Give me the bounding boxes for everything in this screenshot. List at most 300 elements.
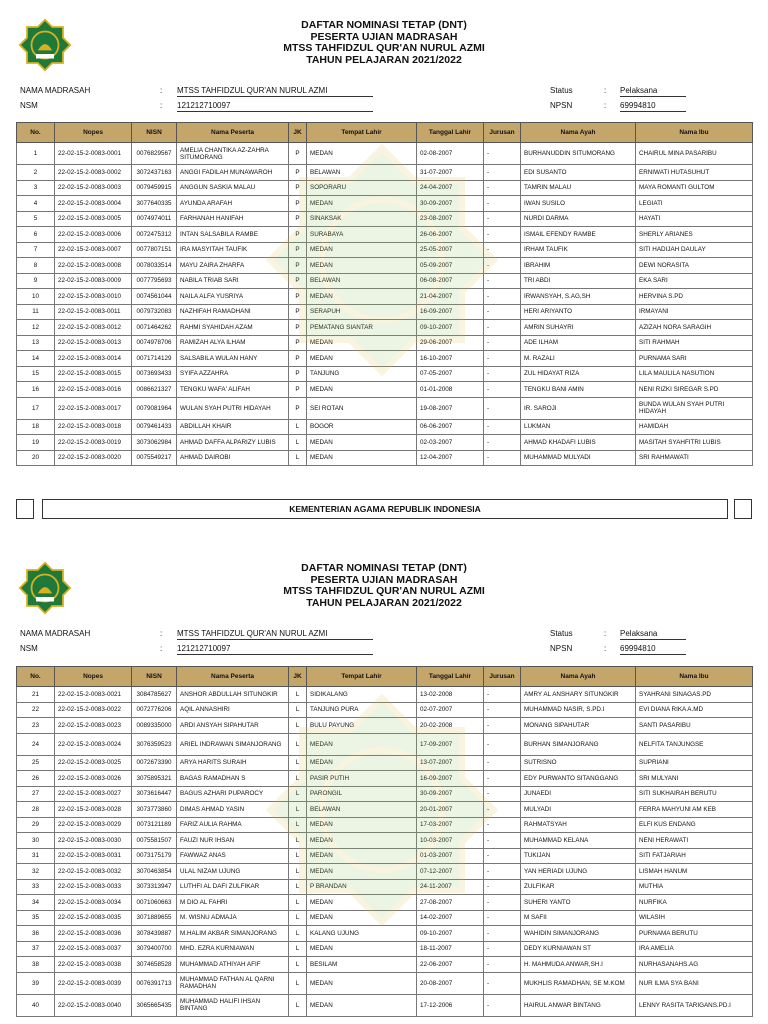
cell-jk: L <box>289 848 307 864</box>
cell-nisn: 0072776206 <box>132 702 177 718</box>
cell-jurusan: - <box>484 180 521 196</box>
cell-nopes: 22-02-15-2-0083-0026 <box>55 771 132 787</box>
cell-tempat-lahir: PEMATANG SIANTAR <box>307 320 417 336</box>
table-row <box>17 702 753 718</box>
cell-no: 13 <box>17 335 55 351</box>
cell-nama-peserta: FAUZI NUR IHSAN <box>177 833 289 849</box>
npsn-label: NPSN <box>550 101 573 110</box>
cell-nama-peserta: ARDI ANSYAH SIPAHUTAR <box>177 718 289 734</box>
cell-nama-ayah: IBRAHIM <box>521 258 636 274</box>
cell-nama-peserta: ANGGI FADILAH MUNAWAROH <box>177 165 289 181</box>
cell-nama-ayah: TENGKU BANI AMIN <box>521 382 636 398</box>
table-row <box>17 957 753 973</box>
cell-nopes: 22-02-15-2-0083-0015 <box>55 366 132 382</box>
cell-jk: P <box>289 351 307 367</box>
cell-jurusan: - <box>484 289 521 305</box>
cell-nama-peserta: AMELIA CHANTIKA AZ-ZAHRA SITUMORANG <box>177 143 289 165</box>
cell-tempat-lahir: MEDAN <box>307 941 417 957</box>
cell-nopes: 22-02-15-2-0083-0007 <box>55 242 132 258</box>
cell-jk: P <box>289 258 307 274</box>
cell-jurusan: - <box>484 702 521 718</box>
cell-tempat-lahir: BELAWAN <box>307 273 417 289</box>
cell-nama-ibu: IRMAYANI <box>636 304 753 320</box>
cell-tempat-lahir: MEDAN <box>307 755 417 771</box>
cell-tanggal-lahir: 07-12-2007 <box>417 864 484 880</box>
cell-nisn: 0078033514 <box>132 258 177 274</box>
cell-nama-peserta: RAMIZAH ALYA ILHAM <box>177 335 289 351</box>
cell-tanggal-lahir: 13-07-2007 <box>417 755 484 771</box>
cell-no: 27 <box>17 786 55 802</box>
cell-jk: P <box>289 382 307 398</box>
cell-jurusan: - <box>484 165 521 181</box>
cell-tanggal-lahir: 01-01-2008 <box>417 382 484 398</box>
cell-no: 2 <box>17 165 55 181</box>
cell-nama-ayah: SUHERI YANTO <box>521 895 636 911</box>
cell-no: 8 <box>17 258 55 274</box>
cell-jk: P <box>289 335 307 351</box>
cell-nama-ibu: WILASIH <box>636 910 753 926</box>
cell-nama-ayah: IRHAM TAUFIK <box>521 242 636 258</box>
cell-nama-ibu: LISMAH HANUM <box>636 864 753 880</box>
cell-nopes: 22-02-15-2-0083-0020 <box>55 450 132 466</box>
cell-no: 14 <box>17 351 55 367</box>
cell-tempat-lahir: MEDAN <box>307 817 417 833</box>
cell-nisn: 0076829567 <box>132 143 177 165</box>
cell-tanggal-lahir: 16-10-2007 <box>417 351 484 367</box>
cell-nopes: 22-02-15-2-0083-0028 <box>55 802 132 818</box>
colon: : <box>160 644 163 653</box>
cell-tempat-lahir: MEDAN <box>307 351 417 367</box>
column-header-jurusan: Jurusan <box>484 667 521 687</box>
cell-nopes: 22-02-15-2-0083-0014 <box>55 351 132 367</box>
cell-nopes: 22-02-15-2-0083-0001 <box>55 143 132 165</box>
table-row <box>17 833 753 849</box>
cell-nama-ayah: ZULFIKAR <box>521 879 636 895</box>
column-header-nama-peserta: Nama Peserta <box>177 667 289 687</box>
nama-madrasah-label: NAMA MADRASAH <box>20 86 91 95</box>
column-header-jurusan: Jurusan <box>484 123 521 143</box>
cell-no: 28 <box>17 802 55 818</box>
cell-nama-ayah: TAMRIN MALAU <box>521 180 636 196</box>
cell-nama-ibu: LEGIATI <box>636 196 753 212</box>
cell-nopes: 22-02-15-2-0083-0033 <box>55 879 132 895</box>
cell-jurusan: - <box>484 895 521 911</box>
cell-nopes: 22-02-15-2-0083-0019 <box>55 435 132 451</box>
table-row <box>17 687 753 703</box>
cell-nama-ayah: IWAN SUSILO <box>521 196 636 212</box>
cell-nama-peserta: ANGGUN SASKIA MALAU <box>177 180 289 196</box>
cell-tanggal-lahir: 01-03-2007 <box>417 848 484 864</box>
cell-jurusan: - <box>484 941 521 957</box>
cell-nama-ibu: SUPRIANI <box>636 755 753 771</box>
column-header-nama-ayah: Nama Ayah <box>521 667 636 687</box>
cell-nama-ibu: HERVINA S.PD <box>636 289 753 305</box>
cell-nama-peserta: FARIZ AULIA RAHMA <box>177 817 289 833</box>
cell-no: 6 <box>17 227 55 243</box>
cell-nisn: 0073121189 <box>132 817 177 833</box>
table-row <box>17 864 753 880</box>
cell-jk: P <box>289 180 307 196</box>
cell-no: 11 <box>17 304 55 320</box>
table-row <box>17 733 753 755</box>
title-line: PESERTA UJIAN MADRASAH <box>310 30 458 43</box>
npsn-value: 69994810 <box>620 101 686 112</box>
cell-jk: L <box>289 957 307 973</box>
cell-nama-ayah: MUKHLIS RAMADHAN, SE M.KOM <box>521 972 636 994</box>
table-row <box>17 435 753 451</box>
cell-tempat-lahir: SINAKSAK <box>307 211 417 227</box>
cell-tempat-lahir: P BRANDAN <box>307 879 417 895</box>
cell-nisn: 0071464262 <box>132 320 177 336</box>
cell-nama-peserta: INTAN SALSABILA RAMBE <box>177 227 289 243</box>
column-header-nopes: Nopes <box>55 123 132 143</box>
cell-tanggal-lahir: 02-03-2007 <box>417 435 484 451</box>
cell-jk: L <box>289 994 307 1016</box>
table-row <box>17 320 753 336</box>
cell-nama-ibu: NELFITA TANJUNGSE <box>636 733 753 755</box>
cell-nama-ayah: IRWANSYAH, S.AG,SH <box>521 289 636 305</box>
cell-jk: P <box>289 273 307 289</box>
cell-tanggal-lahir: 14-02-2007 <box>417 910 484 926</box>
cell-no: 18 <box>17 419 55 435</box>
cell-nama-peserta: TENGKU WAFA' ALIFAH <box>177 382 289 398</box>
document-title <box>0 563 768 609</box>
cell-jurusan: - <box>484 687 521 703</box>
table-row <box>17 718 753 734</box>
cell-nama-ibu: SITI FATJARIAH <box>636 848 753 864</box>
cell-no: 9 <box>17 273 55 289</box>
table-row <box>17 211 753 227</box>
column-header-tempat-lahir: Tempat Lahir <box>307 667 417 687</box>
table-row <box>17 289 753 305</box>
cell-tanggal-lahir: 31-07-2007 <box>417 165 484 181</box>
title-line: MTSS TAHFIDZUL QUR'AN NURUL AZMI <box>283 585 485 597</box>
table-row <box>17 419 753 435</box>
cell-jurusan: - <box>484 994 521 1016</box>
cell-nisn: 0074561044 <box>132 289 177 305</box>
cell-nopes: 22-02-15-2-0083-0034 <box>55 895 132 911</box>
table-row <box>17 382 753 398</box>
cell-nama-ibu: IRA AMELIA <box>636 941 753 957</box>
colon: : <box>160 86 163 95</box>
cell-nama-ibu: SHERLY ARIANES <box>636 227 753 243</box>
nsm-value: 121212710097 <box>177 644 373 655</box>
cell-tempat-lahir: PARONGIL <box>307 786 417 802</box>
cell-no: 4 <box>17 196 55 212</box>
colon: : <box>604 86 607 95</box>
cell-nopes: 22-02-15-2-0083-0011 <box>55 304 132 320</box>
cell-nama-peserta: MUHAMMAD FATHAN AL QARNI RAMADHAN <box>177 972 289 994</box>
cell-no: 31 <box>17 848 55 864</box>
table-row <box>17 786 753 802</box>
cell-jk: P <box>289 289 307 305</box>
cell-nisn: 3077640335 <box>132 196 177 212</box>
cell-nopes: 22-02-15-2-0083-0004 <box>55 196 132 212</box>
cell-tanggal-lahir: 19-08-2007 <box>417 397 484 419</box>
cell-nama-ibu: SITI HADIJAH DAULAY <box>636 242 753 258</box>
cell-tempat-lahir: SEI ROTAN <box>307 397 417 419</box>
cell-jurusan: - <box>484 382 521 398</box>
cell-jurusan: - <box>484 733 521 755</box>
nama-madrasah-value: MTSS TAHFIDZUL QUR'AN NURUL AZMI <box>177 629 373 640</box>
table-row <box>17 771 753 787</box>
cell-nama-peserta: RAHMI SYAHIDAH AZAM <box>177 320 289 336</box>
cell-nama-peserta: MAYU ZAIRA ZHARFA <box>177 258 289 274</box>
cell-nopes: 22-02-15-2-0083-0029 <box>55 817 132 833</box>
cell-tempat-lahir: MEDAN <box>307 864 417 880</box>
cell-tanggal-lahir: 13-02-2008 <box>417 687 484 703</box>
column-header-no: No. <box>17 667 55 687</box>
cell-nama-ayah: IR. SAROJI <box>521 397 636 419</box>
cell-no: 23 <box>17 718 55 734</box>
cell-nama-peserta: BAGUS AZHARI PUPAROCY <box>177 786 289 802</box>
cell-nama-ibu: EKA SARI <box>636 273 753 289</box>
table-row <box>17 351 753 367</box>
cell-nama-peserta: WULAN SYAH PUTRI HIDAYAH <box>177 397 289 419</box>
cell-tempat-lahir: BELAWAN <box>307 165 417 181</box>
title-line: PESERTA UJIAN MADRASAH <box>310 573 458 586</box>
cell-nama-ayah: ADE ILHAM <box>521 335 636 351</box>
cell-nisn: 3073773860 <box>132 802 177 818</box>
cell-tanggal-lahir: 27-08-2007 <box>417 895 484 911</box>
cell-nama-peserta: MHD. EZRA KURNIAWAN <box>177 941 289 957</box>
cell-jk: L <box>289 879 307 895</box>
participant-table <box>16 122 753 466</box>
column-header-no: No. <box>17 123 55 143</box>
cell-nisn: 3072437163 <box>132 165 177 181</box>
table-row <box>17 802 753 818</box>
cell-nama-ayah: SUTRISNO <box>521 755 636 771</box>
document-title <box>0 20 768 66</box>
cell-nopes: 22-02-15-2-0083-0036 <box>55 926 132 942</box>
cell-nama-ibu: NENI HERAWATI <box>636 833 753 849</box>
cell-no: 36 <box>17 926 55 942</box>
cell-no: 29 <box>17 817 55 833</box>
cell-nopes: 22-02-15-2-0083-0016 <box>55 382 132 398</box>
table-row <box>17 258 753 274</box>
cell-nisn: 0089335000 <box>132 718 177 734</box>
cell-jurusan: - <box>484 802 521 818</box>
cell-nama-ayah: BURHAN SIMANJORANG <box>521 733 636 755</box>
cell-no: 26 <box>17 771 55 787</box>
cell-nama-peserta: SALSABILA WULAN HANY <box>177 351 289 367</box>
cell-nopes: 22-02-15-2-0083-0035 <box>55 910 132 926</box>
cell-nama-peserta: ARIEL INDRAWAN SIMANJORANG <box>177 733 289 755</box>
cell-jk: P <box>289 196 307 212</box>
cell-nama-ayah: MULYADI <box>521 802 636 818</box>
cell-nopes: 22-02-15-2-0083-0013 <box>55 335 132 351</box>
npsn-value: 69994810 <box>620 644 686 655</box>
cell-nama-ibu: NUR ILMA SYA BANI <box>636 972 753 994</box>
cell-jk: P <box>289 165 307 181</box>
cell-jk: L <box>289 895 307 911</box>
cell-nisn: 0074978706 <box>132 335 177 351</box>
table-row <box>17 366 753 382</box>
cell-tanggal-lahir: 02-08-2007 <box>417 143 484 165</box>
cell-nopes: 22-02-15-2-0083-0009 <box>55 273 132 289</box>
cell-nama-ayah: DEDY KURNIAWAN ST <box>521 941 636 957</box>
cell-tanggal-lahir: 17-03-2007 <box>417 817 484 833</box>
cell-nama-peserta: FAWWAZ ANAS <box>177 848 289 864</box>
cell-nama-ibu: HAYATI <box>636 211 753 227</box>
cell-nama-ibu: NURHASANAHS.AG <box>636 957 753 973</box>
cell-no: 17 <box>17 397 55 419</box>
cell-nopes: 22-02-15-2-0083-0031 <box>55 848 132 864</box>
separator-box <box>16 499 34 519</box>
table-row <box>17 910 753 926</box>
cell-nama-peserta: NAILA ALFA YUSRIYA <box>177 289 289 305</box>
cell-nama-ayah: BURHANUDDIN SITUMORANG <box>521 143 636 165</box>
cell-nopes: 22-02-15-2-0083-0006 <box>55 227 132 243</box>
cell-nisn: 0079459915 <box>132 180 177 196</box>
cell-jurusan: - <box>484 366 521 382</box>
column-header-tanggal-lahir: Tanggal Lahir <box>417 667 484 687</box>
cell-nisn: 0076391713 <box>132 972 177 994</box>
cell-jk: P <box>289 366 307 382</box>
cell-tempat-lahir: MEDAN <box>307 833 417 849</box>
cell-no: 19 <box>17 435 55 451</box>
cell-nisn: 3075895321 <box>132 771 177 787</box>
cell-tempat-lahir: MEDAN <box>307 242 417 258</box>
cell-nama-ibu: PURNAMA BERUTU <box>636 926 753 942</box>
table-row <box>17 180 753 196</box>
cell-nopes: 22-02-15-2-0083-0021 <box>55 687 132 703</box>
cell-jk: P <box>289 227 307 243</box>
cell-nama-ayah: MUHAMMAD NASIR, S.PD.I <box>521 702 636 718</box>
cell-nama-ibu: MASITAH SYAHFITRI LUBIS <box>636 435 753 451</box>
cell-tempat-lahir: MEDAN <box>307 733 417 755</box>
colon: : <box>604 629 607 638</box>
nsm-label: NSM <box>20 644 38 653</box>
cell-nama-ibu: ERNIWATI HUTASUHUT <box>636 165 753 181</box>
cell-nisn: 3076359523 <box>132 733 177 755</box>
cell-no: 12 <box>17 320 55 336</box>
cell-jk: P <box>289 242 307 258</box>
cell-nama-peserta: IRA MASYITAH TAUFIK <box>177 242 289 258</box>
title-line: MTSS TAHFIDZUL QUR'AN NURUL AZMI <box>283 42 485 54</box>
cell-nisn: 3074658528 <box>132 957 177 973</box>
cell-nama-ibu: NENI RIZKI SIREGAR S.PD <box>636 382 753 398</box>
cell-nama-peserta: ABDILLAH KHAIR <box>177 419 289 435</box>
cell-no: 24 <box>17 733 55 755</box>
cell-tempat-lahir: BESILAM <box>307 957 417 973</box>
cell-nama-ayah: TUKIJAN <box>521 848 636 864</box>
cell-nama-ibu: PURNAMA SARI <box>636 351 753 367</box>
nama-madrasah-label: NAMA MADRASAH <box>20 629 91 638</box>
cell-jk: L <box>289 941 307 957</box>
cell-nisn: 0071060663 <box>132 895 177 911</box>
cell-tanggal-lahir: 26-06-2007 <box>417 227 484 243</box>
cell-no: 38 <box>17 957 55 973</box>
cell-no: 39 <box>17 972 55 994</box>
cell-nama-ibu: DEWI NORASITA <box>636 258 753 274</box>
cell-nama-ibu: SRI RAHMAWATI <box>636 450 753 466</box>
cell-nama-peserta: MUHAMMAD ATHIYAH AFIF <box>177 957 289 973</box>
ministry-banner: KEMENTERIAN AGAMA REPUBLIK INDONESIA <box>42 499 728 519</box>
cell-tempat-lahir: BOGOR <box>307 419 417 435</box>
cell-jurusan: - <box>484 848 521 864</box>
nama-madrasah-value: MTSS TAHFIDZUL QUR'AN NURUL AZMI <box>177 86 373 97</box>
cell-nopes: 22-02-15-2-0083-0024 <box>55 733 132 755</box>
cell-jk: P <box>289 211 307 227</box>
cell-nama-ayah: WAHIDIN SIMANJORANG <box>521 926 636 942</box>
cell-nama-ibu: AZIZAH NORA SARAGIH <box>636 320 753 336</box>
cell-nama-ayah: H. MAHMUDA ANWAR,SH.I <box>521 957 636 973</box>
table-row <box>17 273 753 289</box>
cell-tanggal-lahir: 22-06-2007 <box>417 957 484 973</box>
cell-tempat-lahir: SURABAYA <box>307 227 417 243</box>
cell-nama-ayah: HERI ARIYANTO <box>521 304 636 320</box>
cell-jk: L <box>289 435 307 451</box>
cell-tempat-lahir: MEDAN <box>307 335 417 351</box>
title-line: DAFTAR NOMINASI TETAP (DNT) <box>301 562 467 574</box>
cell-tempat-lahir: SOPORARU <box>307 180 417 196</box>
cell-tanggal-lahir: 21-04-2007 <box>417 289 484 305</box>
cell-tempat-lahir: BULU PAYUNG <box>307 718 417 734</box>
cell-nopes: 22-02-15-2-0083-0037 <box>55 941 132 957</box>
cell-no: 10 <box>17 289 55 305</box>
column-header-tempat-lahir: Tempat Lahir <box>307 123 417 143</box>
cell-nama-peserta: ARYA HARITS SURAIH <box>177 755 289 771</box>
cell-jurusan: - <box>484 258 521 274</box>
cell-tanggal-lahir: 23-08-2007 <box>417 211 484 227</box>
table-row <box>17 817 753 833</box>
cell-tanggal-lahir: 20-01-2007 <box>417 802 484 818</box>
cell-nopes: 22-02-15-2-0083-0038 <box>55 957 132 973</box>
column-header-nama-peserta: Nama Peserta <box>177 123 289 143</box>
cell-nopes: 22-02-15-2-0083-0012 <box>55 320 132 336</box>
title-line: TAHUN PELAJARAN 2021/2022 <box>306 596 462 609</box>
cell-tempat-lahir: MEDAN <box>307 196 417 212</box>
cell-jk: P <box>289 304 307 320</box>
table-row <box>17 143 753 165</box>
cell-nama-ayah: M SAFII <box>521 910 636 926</box>
cell-nisn: 0072475312 <box>132 227 177 243</box>
cell-nisn: 3078439887 <box>132 926 177 942</box>
separator-box <box>734 499 752 519</box>
cell-jurusan: - <box>484 755 521 771</box>
cell-tempat-lahir: MEDAN <box>307 910 417 926</box>
cell-no: 37 <box>17 941 55 957</box>
cell-jurusan: - <box>484 304 521 320</box>
cell-nama-ibu: SYAHRANI SINAGAS.PD <box>636 687 753 703</box>
cell-nama-peserta: LUTHFI AL DAFI ZULFIKAR <box>177 879 289 895</box>
cell-nopes: 22-02-15-2-0083-0022 <box>55 702 132 718</box>
cell-nama-peserta: BAGAS RAMADHAN S <box>177 771 289 787</box>
cell-jk: L <box>289 702 307 718</box>
cell-jurusan: - <box>484 143 521 165</box>
school-info <box>20 86 750 112</box>
npsn-label: NPSN <box>550 644 573 653</box>
cell-nisn: 3073313947 <box>132 879 177 895</box>
cell-tempat-lahir: MEDAN <box>307 143 417 165</box>
cell-no: 34 <box>17 895 55 911</box>
cell-tanggal-lahir: 29-06-2007 <box>417 335 484 351</box>
table-row <box>17 755 753 771</box>
cell-nama-peserta: SYIFA AZZAHRA <box>177 366 289 382</box>
cell-nama-ayah: YAN HERIADI UJUNG <box>521 864 636 880</box>
cell-nopes: 22-02-15-2-0083-0002 <box>55 165 132 181</box>
cell-jurusan: - <box>484 211 521 227</box>
column-header-jk: JK <box>289 123 307 143</box>
cell-nisn: 3065665435 <box>132 994 177 1016</box>
cell-no: 25 <box>17 755 55 771</box>
colon: : <box>604 644 607 653</box>
cell-tanggal-lahir: 09-10-2007 <box>417 926 484 942</box>
cell-nama-ibu: SRI MULYANI <box>636 771 753 787</box>
cell-jurusan: - <box>484 833 521 849</box>
cell-nopes: 22-02-15-2-0083-0008 <box>55 258 132 274</box>
